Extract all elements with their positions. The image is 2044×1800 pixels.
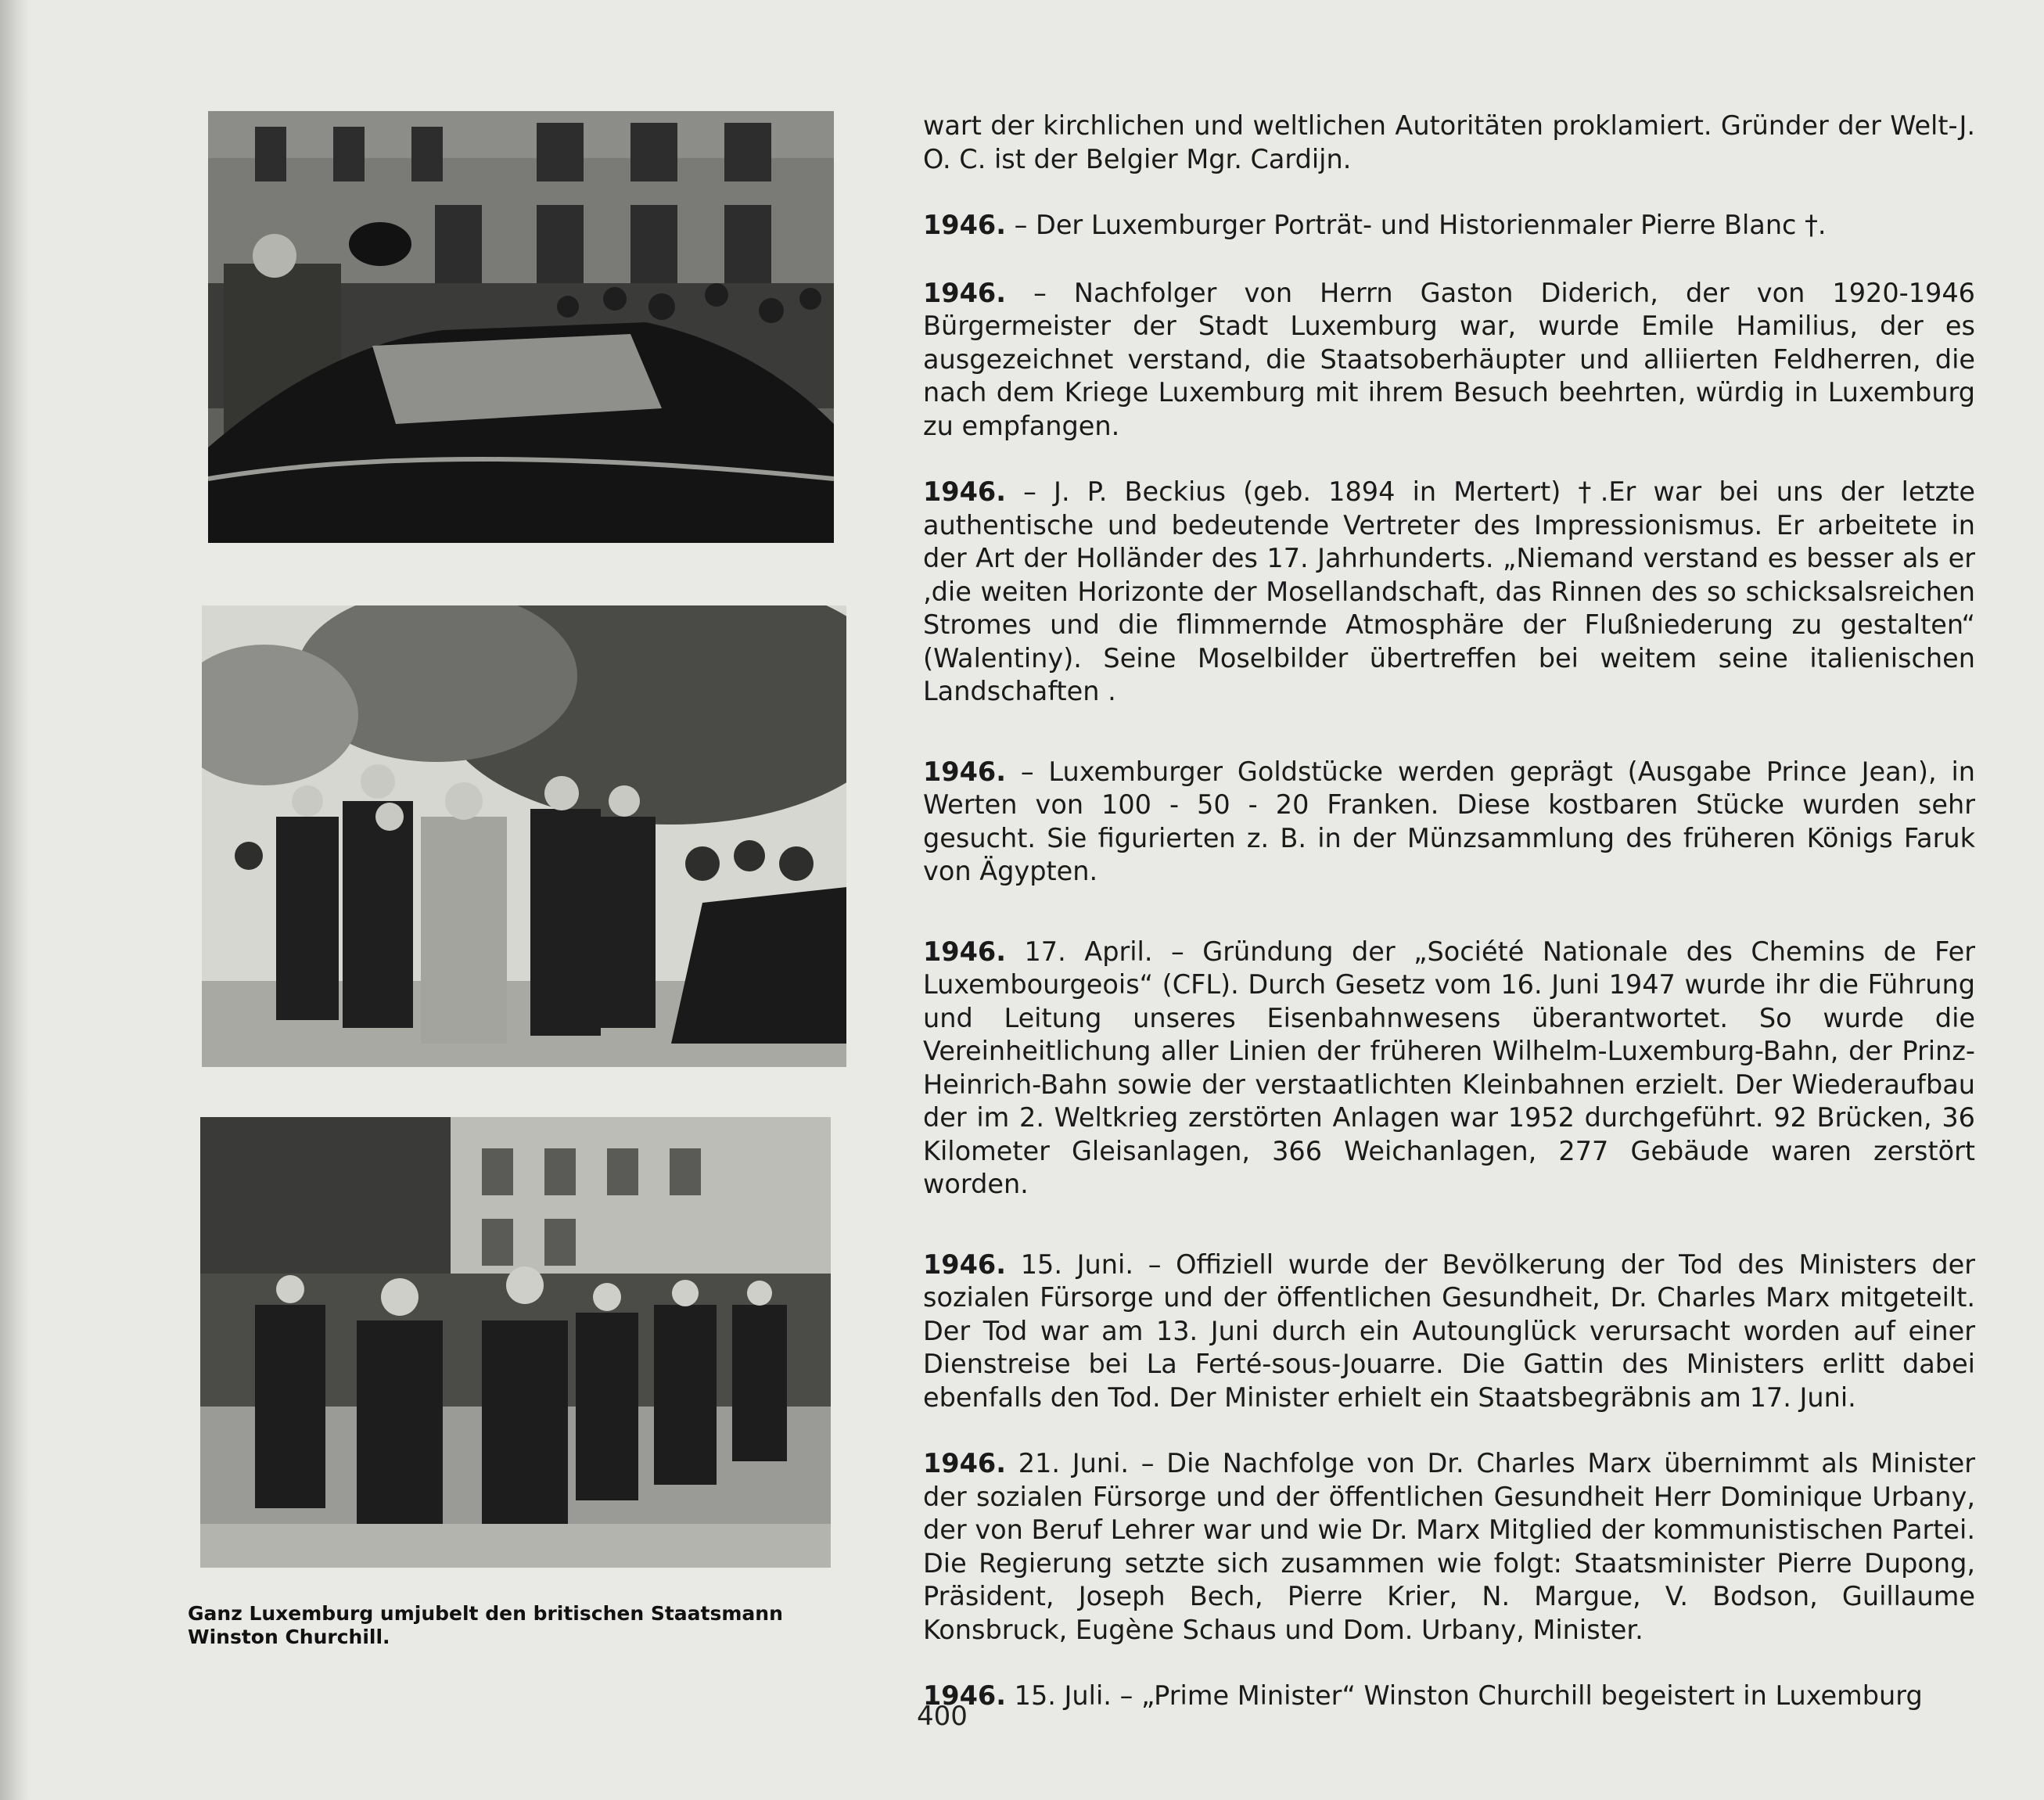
entry-3 [923,476,1975,709]
photo-churchill-crowd-image [202,605,846,1067]
entry-8-year: 1946. [923,1680,1006,1711]
entry-6-text: 15. Juni. – Offiziell wurde der Bevölkerung der Tod des Ministers der sozialen Fürsorge und der öffentlichen Gesundheit, Dr. Charles Marx mitgeteilt. Der Tod war am 13. Juni durch ein Autounglück verursacht worden auf einer Dienstreise bei La Ferté-sous-Jouarre. Die Gattin des Ministers erlitt dabei ebenfalls den Tod. Der Minister erhielt ein Staatsbegräbnis am 17. Juni. [923,1249,1975,1413]
photo-churchill-street [200,1117,831,1568]
entry-2-text: – Nachfolger von Herrn Gaston Diderich, der von 1920-1946 Bürgermeister der Stadt Luxemburg war, wurde Emile Hamilius, der es ausgezeichnet verstand, die Staatsoberhäupter und alliierten Feldherren, die nach dem Kriege Luxemburg mit ihrem Besuch beehrten, würdig in Luxemburg zu empfangen. [923,277,1975,441]
entry-1-text: – Der Luxemburger Porträt- und Historienmaler Pierre Blanc †. [1014,210,1827,240]
entry-4-text: – Luxemburger Goldstücke werden geprägt (Ausgabe Prince Jean), in Werten von 100 - 50 - 20 Franken. Diese kostbaren Stücke wurden sehr gesucht. Sie figurierten z. B. in der Münzsammlung des früheren Königs Faruk von Ägypten. [923,756,1975,886]
entry-0 [923,110,1975,176]
entry-6-year: 1946. [923,1249,1006,1280]
entry-3-year: 1946. [923,476,1006,507]
entry-4-year: 1946. [923,756,1006,787]
page-number: 400 [917,1701,968,1732]
photo-caption [188,1602,845,1649]
page-binding-edge [0,0,30,1800]
entry-7 [923,1447,1975,1647]
entry-5-text: 17. April. – Gründung der „Société Nationale des Chemins de Fer Luxembourgeois“ (CFL). Durch Gesetz vom 16. Juni 1947 wurde ihr die Führung und Leitung unseres Eisenbahnwesens überantwortet. So wurde die Vereinheitlichung aller Linien der früheren Wilhelm-Luxemburg-Bahn, der Prinz-Heinrich-Bahn sowie der verstaatlichten Kleinbahnen erzielt. Der Wiederaufbau der im 2. Weltkrieg zerstörten Anlagen war 1952 durchgeführt. 92 Brücken, 36 Kilometer Gleisanlagen, 366 Weichanlagen, 277 Gebäude waren zerstört worden. [923,936,1975,1199]
entry-2-year: 1946. [923,277,1006,308]
entry-1 [923,209,1975,243]
caption-line-2: Winston Churchill. [188,1626,390,1648]
photo-churchill-car [208,111,834,543]
entry-8-text: 15. Juli. – „Prime Minister“ Winston Churchill begeistert in Luxemburg [1014,1680,1923,1711]
photo-churchill-car-image [208,111,834,543]
entry-7-text: 21. Juni. – Die Nachfolge von Dr. Charles Marx übernimmt als Minister der sozialen Fürsorge und der öffentlichen Gesundheit Herr Dominique Urbany, der von Beruf Lehrer war und wie Dr. Marx Mitglied der kommunistischen Partei. Die Regierung setzte sich zusammen wie folgt: Staatsminister Pierre Dupong, Präsident, Joseph Bech, Pierre Krier, N. Margue, V. Bodson, Guillaume Konsbruck, Eugène Schaus und Dom. Urbany, Minister. [923,1448,1975,1645]
chronicle-text-column [923,110,1975,1713]
entry-6 [923,1249,1975,1415]
entry-0-text: wart der kirchlichen und weltlichen Autoritäten proklamiert. Gründer der Welt-J. O. C. ist der Belgier Mgr. Cardijn. [923,110,1975,174]
entry-5-year: 1946. [923,936,1006,967]
entry-4 [923,756,1975,889]
entry-5 [923,936,1975,1202]
entry-7-year: 1946. [923,1448,1006,1478]
photo-churchill-street-image [200,1117,831,1568]
entry-8 [923,1680,1975,1713]
photo-churchill-crowd [202,605,846,1067]
entry-1-year: 1946. [923,210,1006,240]
entry-2 [923,277,1975,444]
entry-3-text: – J. P. Beckius (geb. 1894 in Mertert) †.Er war bei uns der letzte authentische und bedeutende Vertreter des Impressionismus. Er arbeitete in der Art der Holländer des 17. Jahrhunderts. „Niemand verstand es besser als er ‚die weiten Horizonte der Mosellandschaft, das Rinnen des so schicksalsreichen Stromes und die flimmernde Atmosphäre der Flußniederung zu gestalten“ (Walentiny). Seine Moselbilder übertreffen bei weitem seine italienischen Landschaften . [923,476,1975,706]
caption-line-1: Ganz Luxemburg umjubelt den britischen Staatsmann [188,1602,783,1625]
